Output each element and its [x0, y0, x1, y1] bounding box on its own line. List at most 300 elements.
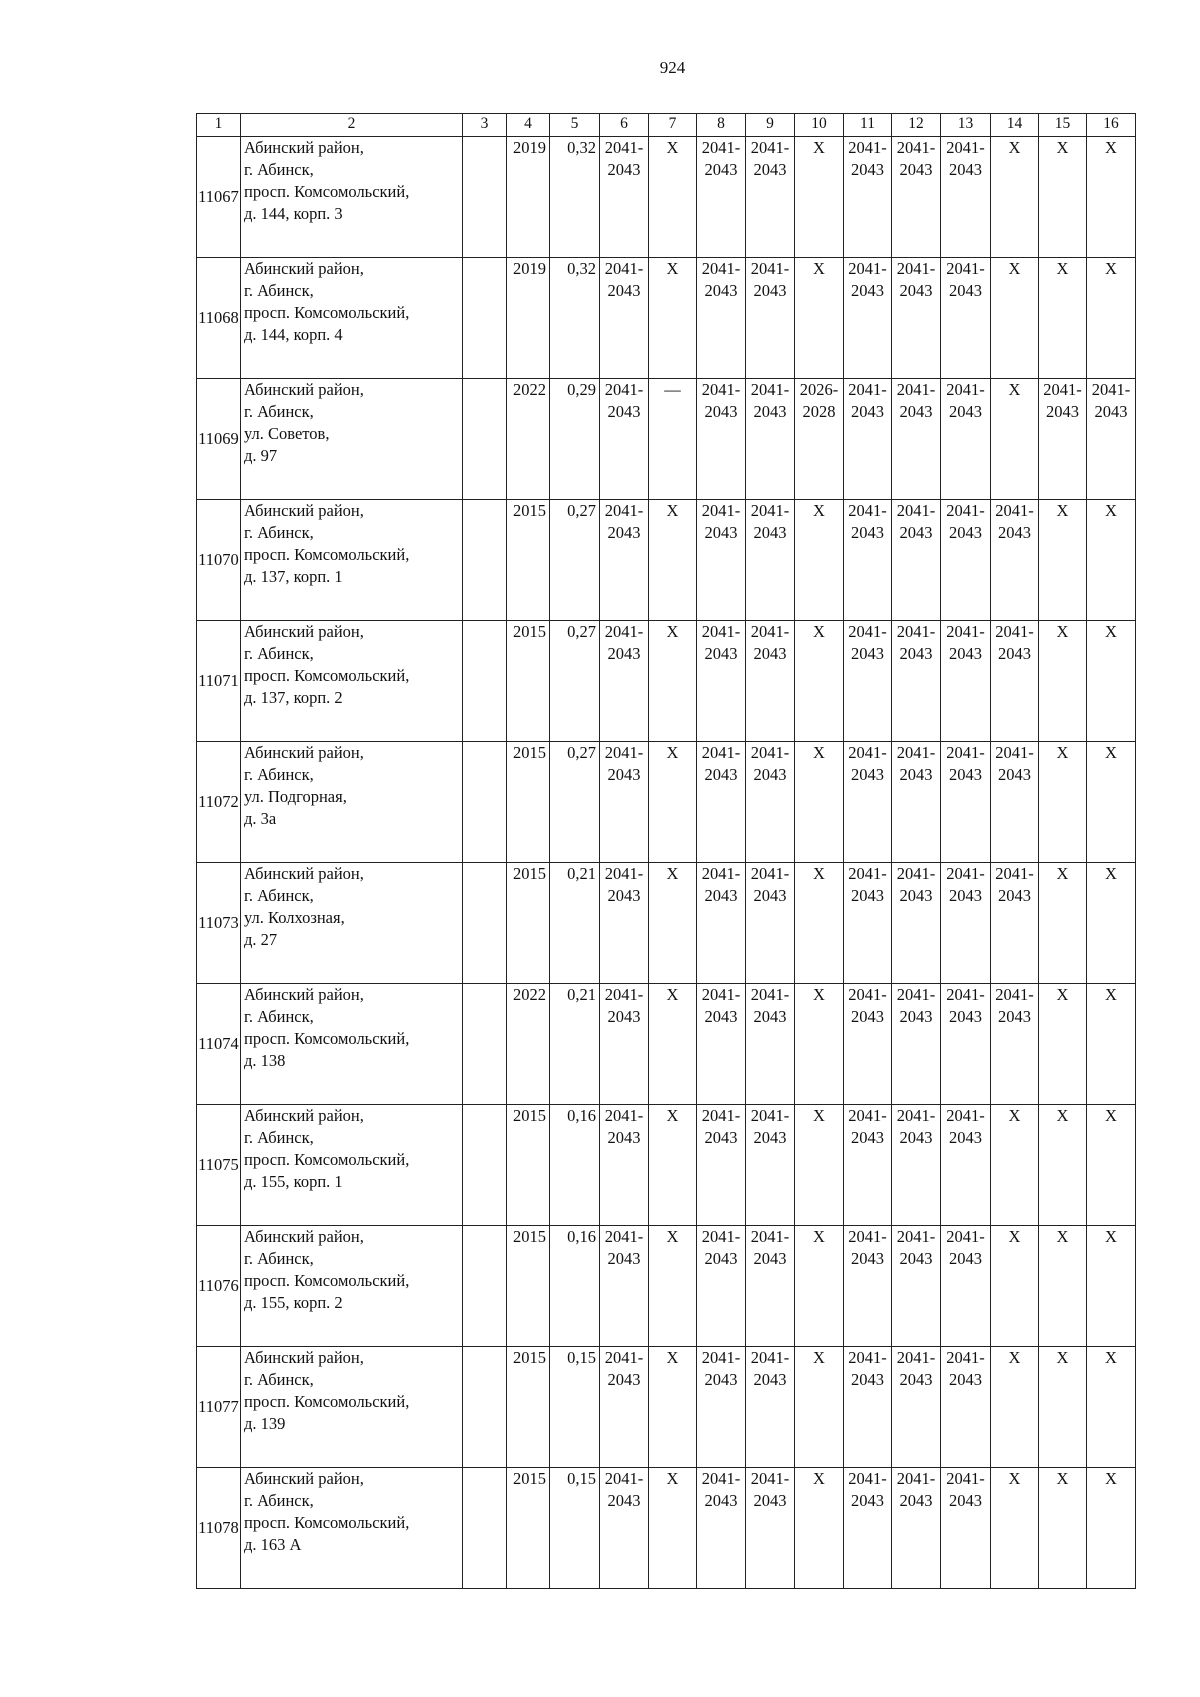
- cell-line: 2041-: [848, 1469, 887, 1488]
- cell-c16: [1087, 500, 1136, 621]
- cell-c8: [697, 1347, 746, 1468]
- cell-c13: [941, 621, 991, 742]
- cell-line: 2043: [851, 281, 884, 300]
- cell-line: 2043: [753, 281, 787, 300]
- cell-line: 2041-: [896, 985, 936, 1004]
- cell-c10: [795, 1347, 844, 1468]
- address-line: Абинский район,: [244, 743, 364, 762]
- cell-c6: [600, 984, 649, 1105]
- cell-c9: [746, 1226, 795, 1347]
- cell-line: 2043: [704, 644, 738, 663]
- cell-c5: 0,21: [550, 863, 600, 984]
- column-header: 10: [795, 114, 844, 137]
- cell-c8: [697, 621, 746, 742]
- table-row: [197, 984, 1136, 1105]
- cell-line: X: [1008, 1469, 1021, 1488]
- cell-line: 2043: [998, 523, 1031, 542]
- cell-line: 2041-: [995, 985, 1034, 1004]
- cell-c10: [795, 742, 844, 863]
- cell-c11: [844, 258, 892, 379]
- cell-c12: [892, 1105, 941, 1226]
- cell-line: X: [813, 1348, 825, 1367]
- cell-line: 2043: [949, 1249, 982, 1268]
- cell-line: X: [1008, 259, 1021, 278]
- cell-line: 2043: [851, 1128, 884, 1147]
- cell-line: 2043: [998, 765, 1031, 784]
- schedule-table-container: [196, 113, 1136, 1589]
- address-line: Абинский район,: [244, 380, 364, 399]
- cell-line: X: [1056, 259, 1069, 278]
- header-row: [197, 114, 1136, 137]
- cell-line: X: [1105, 743, 1117, 762]
- address-line: г. Абинск,: [244, 281, 314, 300]
- cell-c13: [941, 1347, 991, 1468]
- cell-c3: [463, 379, 507, 500]
- cell-line: 2043: [704, 765, 738, 784]
- cell-line: 2043: [704, 1249, 738, 1268]
- column-header: 4: [507, 114, 550, 137]
- cell-c9: [746, 863, 795, 984]
- cell-line: X: [1105, 622, 1117, 641]
- cell-c6: [600, 1468, 649, 1589]
- cell-line: 2043: [607, 644, 641, 663]
- cell-line: 2041-: [848, 743, 887, 762]
- cell-c11: [844, 742, 892, 863]
- cell-line: 2041-: [701, 1469, 741, 1488]
- column-header: 15: [1039, 114, 1087, 137]
- address-cell: [241, 1468, 463, 1589]
- cell-line: X: [813, 501, 825, 520]
- cell-line: 2043: [899, 281, 933, 300]
- cell-c5: 0,27: [550, 742, 600, 863]
- cell-line: 2043: [607, 1007, 641, 1026]
- cell-line: 2041-: [946, 622, 985, 641]
- cell-line: 2041-: [848, 1106, 887, 1125]
- cell-line: 2041-: [604, 501, 644, 520]
- cell-line: 2041-: [946, 1227, 985, 1246]
- address-line: Абинский район,: [244, 1106, 364, 1125]
- cell-c4: 2015: [507, 621, 550, 742]
- table-row: [197, 621, 1136, 742]
- cell-line: 2043: [998, 1007, 1031, 1026]
- cell-c4: 2019: [507, 137, 550, 258]
- row-number-cell: 11078: [197, 1468, 241, 1589]
- cell-line: 2041-: [946, 743, 985, 762]
- cell-c4: 2015: [507, 1468, 550, 1589]
- cell-line: 2041-: [946, 501, 985, 520]
- cell-line: 2043: [753, 886, 787, 905]
- cell-line: 2041-: [701, 1106, 741, 1125]
- cell-c16: [1087, 621, 1136, 742]
- cell-c5: 0,27: [550, 621, 600, 742]
- cell-c4: 2015: [507, 1347, 550, 1468]
- cell-c12: [892, 1347, 941, 1468]
- cell-line: 2041-: [896, 864, 936, 883]
- cell-c16: [1087, 137, 1136, 258]
- cell-line: X: [666, 259, 679, 278]
- cell-c13: [941, 984, 991, 1105]
- cell-c11: [844, 621, 892, 742]
- cell-line: 2043: [851, 1491, 884, 1510]
- cell-line: 2041-: [750, 743, 790, 762]
- cell-line: 2041-: [848, 138, 887, 157]
- address-cell: [241, 621, 463, 742]
- address-line: г. Абинск,: [244, 160, 314, 179]
- cell-c8: [697, 137, 746, 258]
- cell-c16: [1087, 742, 1136, 863]
- cell-line: 2043: [1046, 402, 1079, 421]
- cell-c6: [600, 379, 649, 500]
- cell-c3: [463, 1468, 507, 1589]
- address-line: д. 3а: [244, 809, 277, 828]
- cell-line: X: [666, 985, 679, 1004]
- cell-c9: [746, 1105, 795, 1226]
- cell-c4: 2015: [507, 863, 550, 984]
- cell-line: 2041-: [750, 1227, 790, 1246]
- cell-line: 2043: [851, 765, 884, 784]
- address-line: просп. Комсомольский,: [244, 182, 410, 201]
- cell-line: 2043: [998, 886, 1031, 905]
- cell-c8: [697, 500, 746, 621]
- cell-line: X: [1056, 1469, 1069, 1488]
- cell-c15: [1039, 137, 1087, 258]
- address-line: Абинский район,: [244, 1227, 364, 1246]
- cell-c3: [463, 1105, 507, 1226]
- cell-line: 2043: [607, 402, 641, 421]
- address-line: ул. Советов,: [244, 424, 330, 443]
- column-header: 9: [746, 114, 795, 137]
- cell-c13: [941, 379, 991, 500]
- address-line: г. Абинск,: [244, 402, 314, 421]
- row-number-cell: 11067: [197, 137, 241, 258]
- cell-line: 2043: [899, 523, 933, 542]
- column-header: 1: [197, 114, 241, 137]
- cell-line: 2043: [753, 402, 787, 421]
- cell-line: 2041-: [946, 1106, 985, 1125]
- address-line: г. Абинск,: [244, 1128, 314, 1147]
- cell-c13: [941, 1468, 991, 1589]
- address-line: просп. Комсомольский,: [244, 1150, 410, 1169]
- cell-c10: [795, 621, 844, 742]
- cell-c7: [649, 137, 697, 258]
- cell-c5: 0,29: [550, 379, 600, 500]
- cell-line: 2041-: [848, 380, 887, 399]
- cell-c12: [892, 137, 941, 258]
- cell-line: 2043: [607, 1370, 641, 1389]
- cell-c6: [600, 137, 649, 258]
- cell-c13: [941, 258, 991, 379]
- cell-line: 2043: [607, 886, 641, 905]
- address-line: Абинский район,: [244, 501, 364, 520]
- cell-line: 2043: [899, 644, 933, 663]
- column-header: 11: [844, 114, 892, 137]
- cell-line: 2043: [704, 1491, 738, 1510]
- cell-line: X: [1105, 864, 1117, 883]
- cell-line: 2041-: [896, 1106, 936, 1125]
- cell-line: 2043: [851, 160, 884, 179]
- address-line: просп. Комсомольский,: [244, 1513, 410, 1532]
- cell-c9: [746, 500, 795, 621]
- cell-line: 2043: [949, 1007, 982, 1026]
- cell-line: 2041-: [946, 138, 985, 157]
- cell-c8: [697, 379, 746, 500]
- cell-c13: [941, 137, 991, 258]
- cell-c13: [941, 742, 991, 863]
- cell-c14: [991, 500, 1039, 621]
- address-line: Абинский район,: [244, 138, 364, 157]
- column-header: 2: [241, 114, 463, 137]
- cell-line: 2043: [851, 644, 884, 663]
- address-line: просп. Комсомольский,: [244, 545, 410, 564]
- cell-c16: [1087, 1226, 1136, 1347]
- cell-line: 2041-: [750, 1348, 790, 1367]
- cell-line: 2043: [851, 1249, 884, 1268]
- cell-line: 2043: [899, 402, 933, 421]
- cell-line: 2041-: [701, 864, 741, 883]
- cell-c9: [746, 137, 795, 258]
- cell-line: 2041-: [701, 1348, 741, 1367]
- cell-line: 2041-: [604, 1106, 644, 1125]
- cell-line: 2043: [753, 1128, 787, 1147]
- cell-c10: [795, 1468, 844, 1589]
- cell-c10: [795, 984, 844, 1105]
- cell-c9: [746, 742, 795, 863]
- cell-line: X: [1105, 259, 1117, 278]
- table-row: [197, 1105, 1136, 1226]
- cell-c15: [1039, 984, 1087, 1105]
- cell-c9: [746, 258, 795, 379]
- cell-line: 2043: [607, 160, 641, 179]
- cell-line: 2041-: [848, 1227, 887, 1246]
- cell-line: 2041-: [946, 380, 985, 399]
- cell-line: 2041-: [896, 138, 936, 157]
- cell-line: 2041-: [946, 1469, 985, 1488]
- cell-c13: [941, 863, 991, 984]
- cell-c5: 0,21: [550, 984, 600, 1105]
- cell-line: X: [813, 622, 825, 641]
- cell-line: X: [666, 1469, 679, 1488]
- address-line: г. Абинск,: [244, 1249, 314, 1268]
- cell-c6: [600, 1226, 649, 1347]
- cell-c15: [1039, 1105, 1087, 1226]
- cell-c5: 0,15: [550, 1347, 600, 1468]
- cell-line: X: [1008, 1227, 1021, 1246]
- cell-c6: [600, 1105, 649, 1226]
- cell-line: 2043: [851, 886, 884, 905]
- cell-c13: [941, 1105, 991, 1226]
- cell-line: X: [1056, 501, 1069, 520]
- cell-line: 2043: [704, 160, 738, 179]
- column-header: 3: [463, 114, 507, 137]
- cell-c4: 2015: [507, 1105, 550, 1226]
- cell-c7: [649, 1347, 697, 1468]
- cell-c12: [892, 379, 941, 500]
- cell-c7: [649, 258, 697, 379]
- cell-line: 2043: [899, 160, 933, 179]
- address-cell: [241, 137, 463, 258]
- row-number-cell: 11070: [197, 500, 241, 621]
- address-cell: [241, 379, 463, 500]
- table-row: [197, 379, 1136, 500]
- cell-c7: [649, 1105, 697, 1226]
- cell-c4: 2015: [507, 742, 550, 863]
- cell-line: 2041-: [604, 380, 644, 399]
- cell-line: 2043: [949, 765, 982, 784]
- page-number: 924: [659, 58, 686, 77]
- cell-line: X: [813, 864, 825, 883]
- cell-c11: [844, 500, 892, 621]
- cell-line: 2026-: [799, 380, 839, 399]
- address-line: д. 97: [244, 446, 278, 465]
- cell-line: 2043: [899, 765, 933, 784]
- address-line: д. 139: [244, 1414, 286, 1433]
- address-line: Абинский район,: [244, 985, 364, 1004]
- cell-line: 2041-: [604, 985, 644, 1004]
- cell-line: X: [666, 501, 679, 520]
- cell-line: 2043: [704, 281, 738, 300]
- cell-line: X: [1008, 1106, 1021, 1125]
- cell-line: 2043: [753, 160, 787, 179]
- cell-line: X: [1008, 1348, 1021, 1367]
- address-line: г. Абинск,: [244, 1007, 314, 1026]
- cell-c11: [844, 137, 892, 258]
- cell-c8: [697, 1105, 746, 1226]
- cell-c14: [991, 1226, 1039, 1347]
- cell-c16: [1087, 1105, 1136, 1226]
- cell-c12: [892, 258, 941, 379]
- cell-line: 2043: [607, 765, 641, 784]
- cell-line: X: [1056, 1106, 1069, 1125]
- cell-c3: [463, 1347, 507, 1468]
- cell-line: X: [1105, 1106, 1117, 1125]
- cell-c16: [1087, 863, 1136, 984]
- cell-c15: [1039, 379, 1087, 500]
- address-line: д. 138: [244, 1051, 286, 1070]
- cell-c13: [941, 500, 991, 621]
- cell-c14: [991, 1468, 1039, 1589]
- cell-c3: [463, 1226, 507, 1347]
- cell-c3: [463, 984, 507, 1105]
- cell-line: 2043: [949, 523, 982, 542]
- cell-c5: 0,32: [550, 258, 600, 379]
- cell-c9: [746, 379, 795, 500]
- cell-c11: [844, 379, 892, 500]
- cell-line: X: [1056, 985, 1069, 1004]
- address-line: г. Абинск,: [244, 644, 314, 663]
- row-number-cell: 11073: [197, 863, 241, 984]
- cell-line: X: [1008, 380, 1021, 399]
- cell-c9: [746, 984, 795, 1105]
- cell-line: 2043: [998, 644, 1031, 663]
- cell-c9: [746, 621, 795, 742]
- column-header: 7: [649, 114, 697, 137]
- cell-line: X: [1056, 864, 1069, 883]
- cell-line: 2041-: [896, 622, 936, 641]
- cell-c7: [649, 863, 697, 984]
- cell-line: 2041-: [946, 259, 985, 278]
- cell-c4: 2015: [507, 1226, 550, 1347]
- cell-c11: [844, 1226, 892, 1347]
- cell-line: 2041-: [701, 259, 741, 278]
- cell-line: 2041-: [946, 985, 985, 1004]
- cell-line: X: [813, 1106, 825, 1125]
- cell-c16: [1087, 1347, 1136, 1468]
- cell-line: X: [813, 743, 825, 762]
- cell-c11: [844, 1468, 892, 1589]
- row-number-cell: 11071: [197, 621, 241, 742]
- cell-c10: [795, 258, 844, 379]
- address-line: г. Абинск,: [244, 1491, 314, 1510]
- cell-line: 2041-: [848, 259, 887, 278]
- cell-line: 2043: [704, 886, 738, 905]
- address-line: г. Абинск,: [244, 886, 314, 905]
- cell-line: 2041-: [604, 1227, 644, 1246]
- cell-line: X: [666, 622, 679, 641]
- cell-c16: [1087, 1468, 1136, 1589]
- cell-line: X: [666, 1227, 679, 1246]
- cell-line: X: [666, 1106, 679, 1125]
- cell-line: X: [1056, 743, 1069, 762]
- cell-line: X: [1105, 1469, 1117, 1488]
- cell-c4: 2015: [507, 500, 550, 621]
- cell-c3: [463, 258, 507, 379]
- cell-line: X: [813, 1469, 825, 1488]
- cell-c14: [991, 137, 1039, 258]
- cell-line: 2041-: [995, 501, 1034, 520]
- table-row: [197, 137, 1136, 258]
- address-line: ул. Колхозная,: [244, 908, 345, 927]
- cell-c8: [697, 742, 746, 863]
- address-cell: [241, 1347, 463, 1468]
- cell-c10: [795, 863, 844, 984]
- cell-line: 2043: [704, 523, 738, 542]
- cell-c9: [746, 1347, 795, 1468]
- cell-c14: [991, 984, 1039, 1105]
- cell-c5: 0,32: [550, 137, 600, 258]
- cell-c15: [1039, 742, 1087, 863]
- cell-c12: [892, 742, 941, 863]
- address-cell: [241, 258, 463, 379]
- cell-c9: [746, 1468, 795, 1589]
- cell-line: 2041-: [995, 864, 1034, 883]
- cell-c8: [697, 863, 746, 984]
- cell-line: 2041-: [604, 1348, 644, 1367]
- cell-line: X: [1056, 1227, 1069, 1246]
- row-number-cell: 11077: [197, 1347, 241, 1468]
- cell-c4: 2019: [507, 258, 550, 379]
- cell-c12: [892, 984, 941, 1105]
- cell-c12: [892, 863, 941, 984]
- address-line: просп. Комсомольский,: [244, 303, 410, 322]
- cell-c6: [600, 500, 649, 621]
- cell-c3: [463, 500, 507, 621]
- cell-line: 2041-: [848, 985, 887, 1004]
- cell-line: 2043: [753, 1491, 787, 1510]
- cell-c8: [697, 258, 746, 379]
- address-line: д. 27: [244, 930, 278, 949]
- cell-line: 2043: [949, 402, 982, 421]
- cell-line: 2041-: [896, 380, 936, 399]
- cell-line: 2041-: [896, 259, 936, 278]
- cell-line: X: [1105, 501, 1117, 520]
- address-line: д. 137, корп. 1: [244, 567, 343, 586]
- cell-line: 2041-: [995, 743, 1034, 762]
- table-body: [197, 137, 1136, 1589]
- cell-line: X: [1056, 622, 1069, 641]
- cell-line: X: [1105, 1348, 1117, 1367]
- address-line: г. Абинск,: [244, 523, 314, 542]
- cell-c8: [697, 1468, 746, 1589]
